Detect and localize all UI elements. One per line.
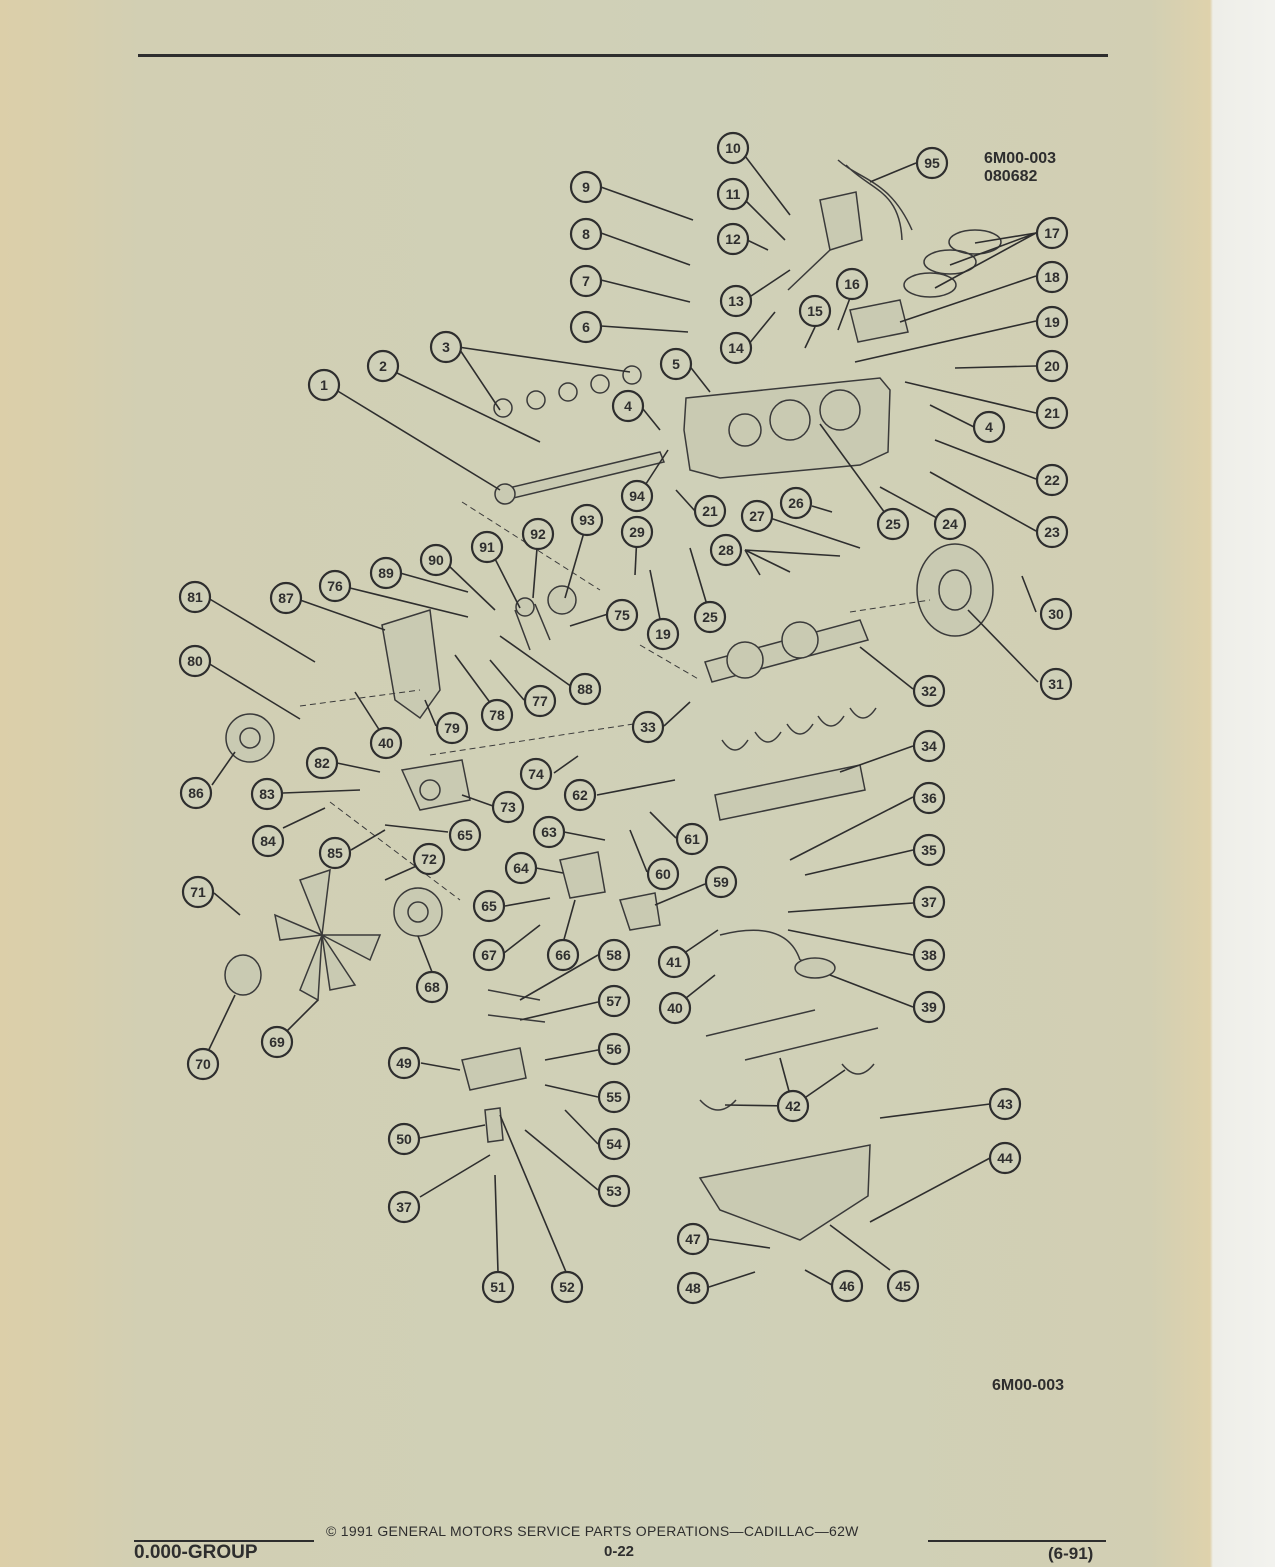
callout-5 xyxy=(661,349,691,379)
callout-label: 14 xyxy=(728,340,744,356)
callout-22 xyxy=(1037,465,1067,495)
callout-70 xyxy=(188,1049,218,1079)
callout-label: 21 xyxy=(1044,405,1060,421)
callout-81 xyxy=(180,582,210,612)
callout-label: 69 xyxy=(269,1034,285,1050)
callout-57 xyxy=(599,986,629,1016)
callout-40 xyxy=(660,993,690,1023)
callout-62 xyxy=(565,780,595,810)
callout-label: 83 xyxy=(259,786,275,802)
callout-52 xyxy=(552,1272,582,1302)
figure-reference-bottom: 6M00-003 xyxy=(992,1377,1065,1394)
footer-rule-right xyxy=(928,1540,1106,1542)
callout-66 xyxy=(548,940,578,970)
callout-label: 58 xyxy=(606,947,622,963)
callout-17 xyxy=(1037,218,1067,248)
callout-label: 67 xyxy=(481,947,497,963)
callout-label: 36 xyxy=(921,790,937,806)
callout-42 xyxy=(778,1091,808,1121)
callout-label: 22 xyxy=(1044,472,1060,488)
callout-41 xyxy=(659,947,689,977)
callout-84 xyxy=(253,826,283,856)
callout-48 xyxy=(678,1273,708,1303)
callout-24 xyxy=(935,509,965,539)
callout-label: 4 xyxy=(624,398,632,414)
callout-16 xyxy=(837,269,867,299)
callout-label: 65 xyxy=(457,827,473,843)
callout-label: 79 xyxy=(444,720,460,736)
callout-21 xyxy=(1037,398,1067,428)
callout-4 xyxy=(974,412,1004,442)
callout-label: 12 xyxy=(725,231,741,247)
figure-date-code: 080682 xyxy=(984,168,1038,185)
callout-label: 95 xyxy=(924,155,940,171)
footer-group-label: 0.000-GROUP xyxy=(134,1542,258,1563)
callout-74 xyxy=(521,759,551,789)
callout-89 xyxy=(371,558,401,588)
revision-date: (6-91) xyxy=(1048,1544,1094,1563)
callout-50 xyxy=(389,1124,419,1154)
callout-label: 65 xyxy=(481,898,497,914)
callout-label: 21 xyxy=(702,503,718,519)
callout-label: 19 xyxy=(655,626,671,642)
callout-39 xyxy=(914,992,944,1022)
callout-19 xyxy=(648,619,678,649)
callout-43 xyxy=(990,1089,1020,1119)
callout-label: 90 xyxy=(428,552,444,568)
callout-label: 41 xyxy=(666,954,682,970)
callout-37 xyxy=(914,887,944,917)
callout-label: 46 xyxy=(839,1278,855,1294)
callout-label: 11 xyxy=(725,186,741,202)
callout-91 xyxy=(472,532,502,562)
callout-label: 44 xyxy=(997,1150,1013,1166)
callout-60 xyxy=(648,859,678,889)
callout-47 xyxy=(678,1224,708,1254)
callout-label: 70 xyxy=(195,1056,211,1072)
callout-68 xyxy=(417,972,447,1002)
callout-label: 47 xyxy=(685,1231,701,1247)
callout-label: 42 xyxy=(785,1098,801,1114)
callout-54 xyxy=(599,1129,629,1159)
callout-80 xyxy=(180,646,210,676)
callout-92 xyxy=(523,519,553,549)
callout-label: 7 xyxy=(582,273,590,289)
callout-44 xyxy=(990,1143,1020,1173)
callout-85 xyxy=(320,838,350,868)
callouts xyxy=(180,133,1071,1303)
callout-76 xyxy=(320,571,350,601)
callout-93 xyxy=(572,505,602,535)
callout-61 xyxy=(677,824,707,854)
callout-7 xyxy=(571,266,601,296)
callout-label: 92 xyxy=(530,526,546,542)
callout-label: 27 xyxy=(749,508,765,524)
callout-label: 48 xyxy=(685,1280,701,1296)
callout-56 xyxy=(599,1034,629,1064)
callout-63 xyxy=(534,817,564,847)
callout-78 xyxy=(482,700,512,730)
callout-label: 86 xyxy=(188,785,204,801)
callout-label: 35 xyxy=(921,842,937,858)
fan-blade xyxy=(275,870,380,1000)
callout-18 xyxy=(1037,262,1067,292)
callout-label: 85 xyxy=(327,845,343,861)
callout-26 xyxy=(781,488,811,518)
callout-label: 13 xyxy=(728,293,744,309)
callout-3 xyxy=(431,332,461,362)
callout-65 xyxy=(474,891,504,921)
callout-label: 59 xyxy=(713,874,729,890)
callout-label: 20 xyxy=(1044,358,1060,374)
callout-label: 87 xyxy=(278,590,294,606)
callout-8 xyxy=(571,219,601,249)
callout-label: 39 xyxy=(921,999,937,1015)
callout-label: 18 xyxy=(1044,269,1060,285)
callout-55 xyxy=(599,1082,629,1112)
callout-65 xyxy=(450,820,480,850)
callout-label: 73 xyxy=(500,799,516,815)
callout-label: 49 xyxy=(396,1055,412,1071)
callout-38 xyxy=(914,940,944,970)
callout-label: 4 xyxy=(985,419,993,435)
callout-87 xyxy=(271,583,301,613)
flywheel xyxy=(917,544,993,636)
callout-label: 9 xyxy=(582,179,590,195)
callout-51 xyxy=(483,1272,513,1302)
callout-label: 53 xyxy=(606,1183,622,1199)
callout-27 xyxy=(742,501,772,531)
page-number: 0-22 xyxy=(604,1543,635,1560)
callout-10 xyxy=(718,133,748,163)
callout-90 xyxy=(421,545,451,575)
callout-45 xyxy=(888,1271,918,1301)
callout-label: 25 xyxy=(702,609,718,625)
callout-25 xyxy=(878,509,908,539)
engine-block xyxy=(684,378,890,478)
callout-label: 19 xyxy=(1044,314,1060,330)
callout-86 xyxy=(181,778,211,808)
callout-label: 15 xyxy=(807,303,823,319)
callout-label: 45 xyxy=(895,1278,911,1294)
callout-59 xyxy=(706,867,736,897)
callout-label: 94 xyxy=(629,488,645,504)
callout-6 xyxy=(571,312,601,342)
leader-lines xyxy=(203,156,1038,1287)
callout-label: 57 xyxy=(606,993,622,1009)
callout-label: 76 xyxy=(327,578,343,594)
callout-label: 56 xyxy=(606,1041,622,1057)
callout-label: 40 xyxy=(667,1000,683,1016)
callout-label: 50 xyxy=(396,1131,412,1147)
callout-label: 78 xyxy=(489,707,505,723)
callout-36 xyxy=(914,783,944,813)
callout-32 xyxy=(914,676,944,706)
callout-label: 16 xyxy=(844,276,860,292)
callout-label: 25 xyxy=(885,516,901,532)
callout-1 xyxy=(309,370,339,400)
callout-label: 77 xyxy=(532,693,548,709)
callout-69 xyxy=(262,1027,292,1057)
water-pump xyxy=(402,760,470,810)
piston xyxy=(850,300,908,342)
callout-label: 31 xyxy=(1048,676,1064,692)
callout-label: 26 xyxy=(788,495,804,511)
callout-13 xyxy=(721,286,751,316)
callout-label: 61 xyxy=(684,831,700,847)
callout-82 xyxy=(307,748,337,778)
callout-label: 40 xyxy=(378,735,394,751)
callout-label: 80 xyxy=(187,653,203,669)
timing-cover xyxy=(382,610,440,718)
callout-label: 38 xyxy=(921,947,937,963)
callout-58 xyxy=(599,940,629,970)
callout-83 xyxy=(252,779,282,809)
callout-label: 72 xyxy=(421,851,437,867)
callout-label: 51 xyxy=(490,1279,506,1295)
callout-25 xyxy=(695,602,725,632)
callout-46 xyxy=(832,1271,862,1301)
callout-label: 84 xyxy=(260,833,276,849)
callout-label: 24 xyxy=(942,516,958,532)
callout-71 xyxy=(183,877,213,907)
oil-pan xyxy=(700,1145,870,1240)
callout-label: 89 xyxy=(378,565,394,581)
callout-label: 52 xyxy=(559,1279,575,1295)
callout-label: 6 xyxy=(582,319,590,335)
distributor xyxy=(820,192,862,250)
callout-label: 74 xyxy=(528,766,544,782)
callout-label: 5 xyxy=(672,356,680,372)
callout-label: 32 xyxy=(921,683,937,699)
callout-37 xyxy=(389,1192,419,1222)
callout-77 xyxy=(525,686,555,716)
part-outlines xyxy=(225,160,1001,1240)
callout-label: 93 xyxy=(579,512,595,528)
callout-4 xyxy=(613,391,643,421)
footer-copyright: © 1991 GENERAL MOTORS SERVICE PARTS OPERATIONS—CADILLAC—62W xyxy=(326,1523,859,1539)
callout-label: 63 xyxy=(541,824,557,840)
starter xyxy=(462,1048,526,1090)
callout-label: 2 xyxy=(379,358,387,374)
callout-label: 75 xyxy=(614,607,630,623)
callout-label: 30 xyxy=(1048,606,1064,622)
callout-33 xyxy=(633,712,663,742)
callout-label: 55 xyxy=(606,1089,622,1105)
callout-label: 37 xyxy=(921,894,937,910)
callout-12 xyxy=(718,224,748,254)
callout-label: 1 xyxy=(320,377,328,393)
callout-label: 66 xyxy=(555,947,571,963)
callout-label: 62 xyxy=(572,787,588,803)
callout-23 xyxy=(1037,517,1067,547)
callout-64 xyxy=(506,853,536,883)
callout-label: 91 xyxy=(479,539,495,555)
callout-label: 71 xyxy=(190,884,206,900)
callout-label: 88 xyxy=(577,681,593,697)
callout-75 xyxy=(607,600,637,630)
callout-label: 54 xyxy=(606,1136,622,1152)
callout-label: 60 xyxy=(655,866,671,882)
callout-28 xyxy=(711,535,741,565)
callout-label: 81 xyxy=(187,589,203,605)
callout-label: 82 xyxy=(314,755,330,771)
callout-19 xyxy=(1037,307,1067,337)
callout-31 xyxy=(1041,669,1071,699)
callout-72 xyxy=(414,844,444,874)
callout-29 xyxy=(622,517,652,547)
callout-34 xyxy=(914,731,944,761)
callout-95 xyxy=(917,148,947,178)
callout-2 xyxy=(368,351,398,381)
callout-11 xyxy=(718,179,748,209)
callout-label: 43 xyxy=(997,1096,1013,1112)
callout-53 xyxy=(599,1176,629,1206)
callout-label: 64 xyxy=(513,860,529,876)
figure-number: 6M00-003 xyxy=(984,150,1057,167)
callout-label: 37 xyxy=(396,1199,412,1215)
callout-label: 8 xyxy=(582,226,590,242)
callout-94 xyxy=(622,481,652,511)
callout-9 xyxy=(571,172,601,202)
callout-67 xyxy=(474,940,504,970)
callout-21 xyxy=(695,496,725,526)
callout-88 xyxy=(570,674,600,704)
callout-40 xyxy=(371,728,401,758)
callout-49 xyxy=(389,1048,419,1078)
callout-label: 29 xyxy=(629,524,645,540)
callout-73 xyxy=(493,792,523,822)
callout-label: 3 xyxy=(442,339,450,355)
callout-79 xyxy=(437,713,467,743)
callout-30 xyxy=(1041,599,1071,629)
callout-label: 17 xyxy=(1044,225,1060,241)
callout-14 xyxy=(721,333,751,363)
callout-35 xyxy=(914,835,944,865)
callout-label: 33 xyxy=(640,719,656,735)
callout-label: 34 xyxy=(921,738,937,754)
callout-label: 68 xyxy=(424,979,440,995)
callout-20 xyxy=(1037,351,1067,381)
callout-label: 10 xyxy=(725,140,741,156)
callout-label: 28 xyxy=(718,542,734,558)
callout-15 xyxy=(800,296,830,326)
callout-label: 23 xyxy=(1044,524,1060,540)
